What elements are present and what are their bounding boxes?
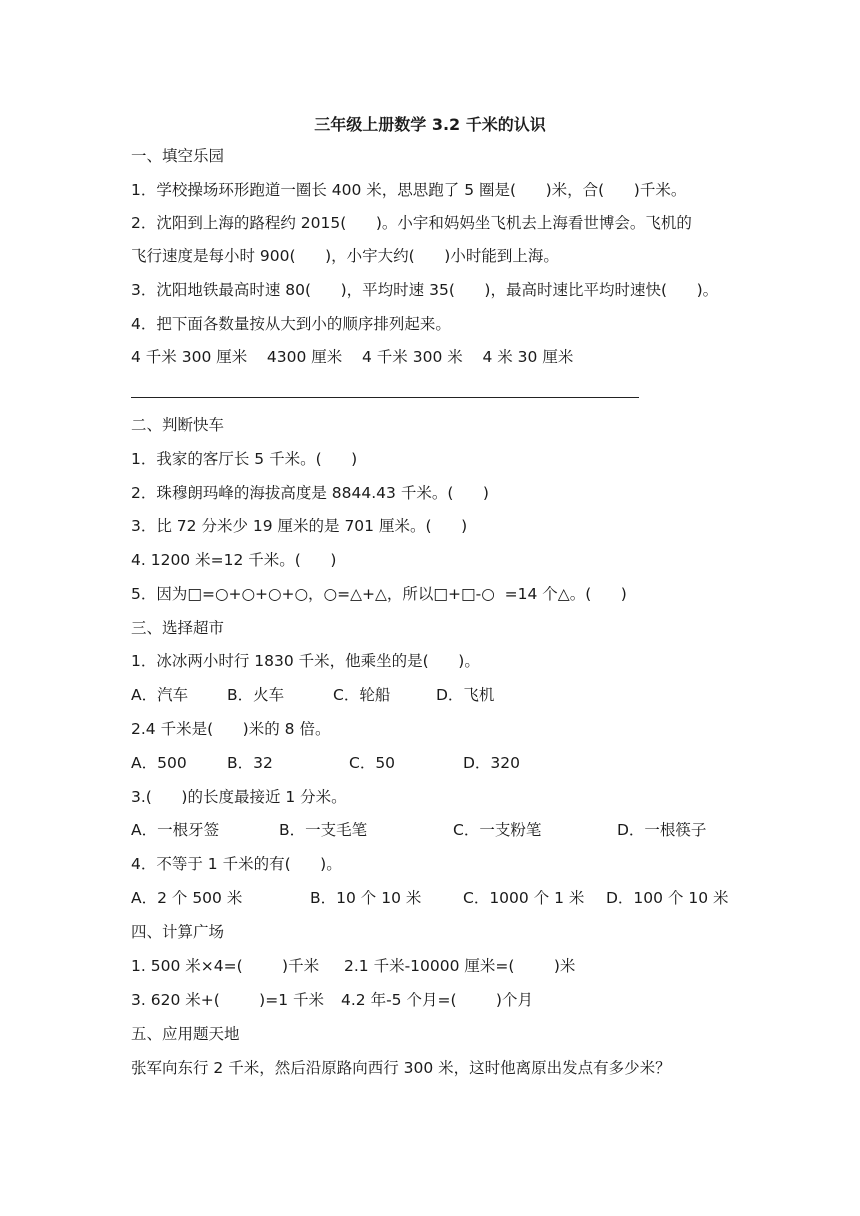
question-1-4-items: 4 千米 300 厘米 4300 厘米 4 千米 300 米 4 米 30 厘米 xyxy=(131,348,574,366)
question-1-1: 1．学校操场环形跑道一圈长 400 米，思思跑了 5 圈是( )米，合( )千米。 xyxy=(131,181,687,199)
option-3-3-b: B．一支毛笔 xyxy=(279,821,368,839)
section-5-heading: 五、应用题天地 xyxy=(131,1025,240,1043)
word-problem: 张军向东行 2 千米，然后沿原路向西行 300 米，这时他离原出发点有多少米？ xyxy=(131,1059,671,1077)
question-1-2-line-2: 飞行速度是每小时 900( )，小宇大约( )小时能到上海。 xyxy=(131,247,559,265)
option-3-3-a: A．一根牙签 xyxy=(131,821,220,839)
option-3-4-d: D．100 个 10 米 xyxy=(606,889,729,907)
option-3-3-c: C．一支粉笔 xyxy=(453,821,542,839)
section-4-heading: 四、计算广场 xyxy=(131,923,225,941)
calc-3: 3. 620 米+( )=1 千米 xyxy=(131,991,325,1009)
option-3-1-b: B．火车 xyxy=(227,686,285,704)
calc-1: 1. 500 米×4=( )千米 xyxy=(131,957,320,975)
calc-4: 4.2 年-5 个月=( )个月 xyxy=(341,991,533,1009)
option-3-4-b: B．10 个 10 米 xyxy=(310,889,422,907)
option-3-2-d: D．320 xyxy=(463,754,521,772)
option-3-2-c: C．50 xyxy=(349,754,396,772)
question-1-3: 3．沈阳地铁最高时速 80( )，平均时速 35( )，最高时速比平均时速快( )。 xyxy=(131,281,719,299)
option-3-2-b: B．32 xyxy=(227,754,273,772)
question-3-4: 4．不等于 1 千米的有( )。 xyxy=(131,855,342,873)
calc-2: 2.1 千米-10000 厘米=( )米 xyxy=(344,957,576,975)
question-3-3: 3.( )的长度最接近 1 分米。 xyxy=(131,788,347,806)
option-3-4-a: A．2 个 500 米 xyxy=(131,889,243,907)
option-3-1-c: C．轮船 xyxy=(333,686,391,704)
question-1-4: 4．把下面各数量按从大到小的顺序排列起来。 xyxy=(131,315,451,333)
option-3-3-d: D．一根筷子 xyxy=(617,821,707,839)
question-1-2-line-1: 2．沈阳到上海的路程约 2015( )。小宇和妈妈坐飞机去上海看世博会。飞机的 xyxy=(131,214,692,232)
worksheet-title: 三年级上册数学 3.2 千米的认识 xyxy=(314,115,546,134)
option-3-1-a: A．汽车 xyxy=(131,686,189,704)
question-3-2: 2.4 千米是( )米的 8 倍。 xyxy=(131,720,331,738)
section-2-heading: 二、判断快车 xyxy=(131,416,225,434)
question-2-5: 5．因为□=○+○+○+○，○=△+△，所以□+□-○ =14 个△。( ) xyxy=(131,585,627,603)
question-2-1: 1．我家的客厅长 5 千米。( ) xyxy=(131,450,358,468)
section-3-heading: 三、选择超市 xyxy=(131,619,225,637)
option-3-1-d: D．飞机 xyxy=(436,686,495,704)
answer-line xyxy=(131,397,639,398)
question-2-4: 4. 1200 米=12 千米。( ) xyxy=(131,551,337,569)
option-3-2-a: A．500 xyxy=(131,754,187,772)
question-2-3: 3．比 72 分米少 19 厘米的是 701 厘米。( ) xyxy=(131,517,468,535)
question-3-1: 1．冰冰两小时行 1830 千米，他乘坐的是( )。 xyxy=(131,652,480,670)
question-2-2: 2．珠穆朗玛峰的海拔高度是 8844.43 千米。( ) xyxy=(131,484,489,502)
option-3-4-c: C．1000 个 1 米 xyxy=(463,889,585,907)
section-1-heading: 一、填空乐园 xyxy=(131,147,225,165)
